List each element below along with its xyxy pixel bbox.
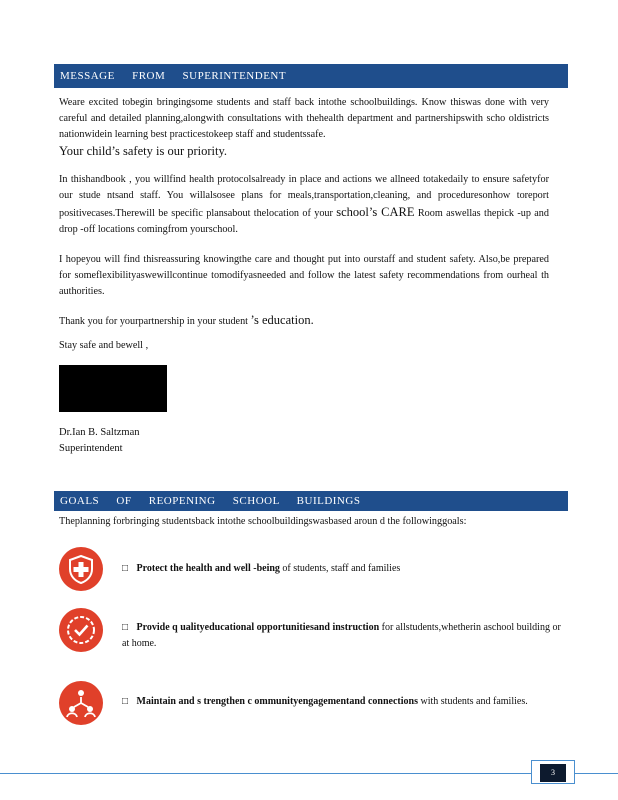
thanks-paragraph xyxy=(59,312,549,330)
handbook-paragraph xyxy=(59,172,549,238)
goal-item-3 xyxy=(122,694,562,710)
page-number: 3 xyxy=(540,764,566,782)
shield-plus-icon xyxy=(59,547,103,591)
superintendent-heading-bar xyxy=(54,64,568,88)
closing-line xyxy=(59,338,549,354)
care-room-text: school’s CARE xyxy=(336,205,415,219)
badge-check-icon xyxy=(59,608,103,652)
priority-statement: Your child’s safety is our priority. xyxy=(59,144,228,158)
education-text: ’s education. xyxy=(250,313,314,327)
goals-heading-bar xyxy=(54,491,568,511)
superintendent-heading: MESSAGE FROM SUPERINTENDENT xyxy=(60,70,287,82)
signature-name: Dr.Ian B. Saltzman xyxy=(59,427,140,438)
goal-1-bold: Protect the health and well -being xyxy=(136,563,280,574)
goal-2-bold: Provide q ualityeducational opportunitiesand instruction xyxy=(136,622,380,633)
checkbox-bullet-icon: □ xyxy=(122,563,129,574)
goals-heading: GOALS OF REOPENING SCHOOL BUILDINGS xyxy=(60,495,361,507)
goal-3-text: with students and families. xyxy=(420,696,528,707)
checkbox-bullet-icon: □ xyxy=(122,696,129,707)
pickup-text: Room aswellas thepick -up and drop -off locations comingfrom yourschool. xyxy=(59,208,549,235)
goal-item-1 xyxy=(122,561,562,577)
footer-divider xyxy=(0,773,618,774)
community-network-icon xyxy=(59,681,103,725)
goal-3-bold: Maintain and s trengthen c ommunityengagementand connections xyxy=(136,696,418,707)
intro-text: Weare excited tobegin bringingsome students and staff back intothe schoolbuildings. Know thiswas done with very careful and detailed planning,alongwith consultations with thehealth department and partnershipswith scho oldistricts nationwidein learning best practicestokeep staff and studentssafe. xyxy=(59,97,549,140)
checkbox-bullet-icon: □ xyxy=(122,622,129,633)
reassurance-paragraph xyxy=(59,252,549,300)
redacted-signature xyxy=(59,365,167,412)
closing-text: Stay safe and bewell , xyxy=(59,340,149,351)
thanks-text: Thank you for yourpartnership in your student xyxy=(59,316,248,327)
reassurance-text: I hopeyou will find thisreassuring knowingthe care and thought put into ourstaff and student safety. Also,be prepared for someflexibilityaswewillcontinue tomodifyasneeded and follow the latest safety recommendations from ourheal th authorities. xyxy=(59,254,549,297)
goal-1-text: of students, staff and families xyxy=(282,563,401,574)
handbook-text: In thishandbook , you willfind health protocolsalready in place and actions we allneed totakedaily to ensure safetyfor our stude ntsand staff. You willalsosee plans for meals,transportation,cleaning, and proceduresonhow toreport positivecases.Therewill be specific plansabout thelocation of your xyxy=(59,174,549,219)
goals-intro xyxy=(59,514,549,530)
goal-2-text: for allstudents,whetherin aschool building or at home. xyxy=(122,622,561,649)
signature-title: Superintendent xyxy=(59,443,123,454)
goal-item-2 xyxy=(122,620,562,652)
intro-paragraph xyxy=(59,95,549,161)
goals-intro-text: Theplanning forbringing studentsback intothe schoolbuildingswasbased aroun d the followinggoals: xyxy=(59,516,467,527)
